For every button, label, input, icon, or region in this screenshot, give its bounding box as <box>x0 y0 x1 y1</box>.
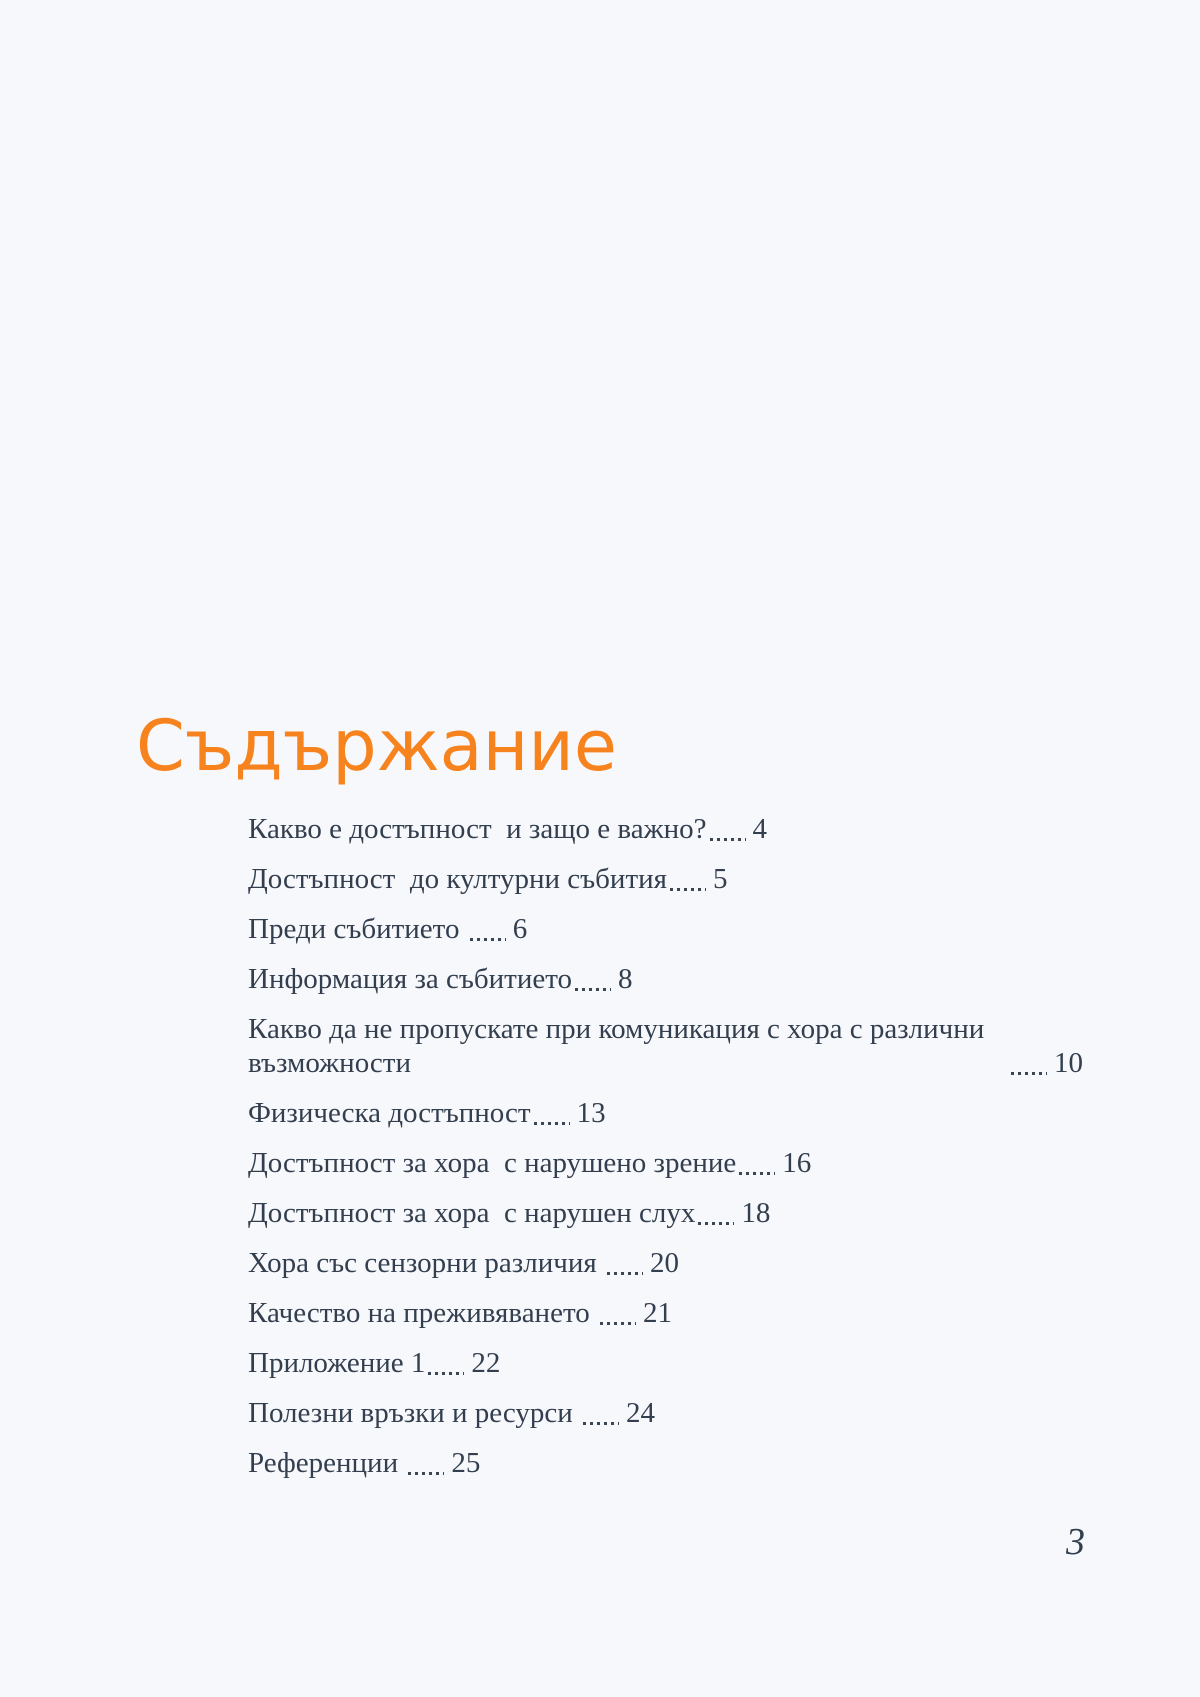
toc-entry <box>248 1246 1085 1280</box>
toc-entry <box>248 1096 1085 1130</box>
toc-entry-page-number: 21 <box>643 1297 672 1329</box>
toc-entry <box>248 1012 1085 1080</box>
toc-entry-page-number: 18 <box>741 1197 771 1229</box>
toc-entry-page-number: 22 <box>471 1347 501 1379</box>
toc-entry-page-number: 25 <box>451 1447 481 1479</box>
toc-entry-page-number: 16 <box>782 1147 812 1179</box>
dotted-leader <box>470 938 506 941</box>
dotted-leader <box>739 1172 775 1175</box>
toc-entry-page-number: 20 <box>649 1247 679 1279</box>
table-of-contents <box>248 812 1085 1496</box>
toc-entry-label: Приложение 1 <box>248 1347 426 1379</box>
toc-entry <box>248 912 1085 946</box>
toc-entry <box>248 1396 1085 1430</box>
toc-entry <box>248 1196 1085 1230</box>
toc-entry-label: Достъпност до културни събития <box>248 863 667 895</box>
toc-entry <box>248 1296 1085 1330</box>
dotted-leader <box>408 1472 444 1475</box>
dotted-leader <box>534 1122 570 1125</box>
dotted-leader <box>607 1272 643 1275</box>
toc-entry-label: Достъпност за хора с нарушено зрение <box>248 1147 737 1179</box>
dotted-leader <box>600 1322 636 1325</box>
page-number: 3 <box>1066 1521 1085 1563</box>
toc-entry <box>248 1146 1085 1180</box>
toc-entry-page-number: 13 <box>576 1097 606 1129</box>
dotted-leader <box>710 838 746 841</box>
dotted-leader <box>575 988 611 991</box>
toc-entry-label: Физическа достъпност <box>248 1097 531 1129</box>
toc-entry <box>248 1346 1085 1380</box>
toc-entry-label: Преди събитието <box>248 913 467 945</box>
toc-entry-page-number: 6 <box>512 913 528 945</box>
dotted-leader <box>583 1422 619 1425</box>
toc-entry-page-number: 10 <box>1054 1047 1083 1079</box>
dotted-leader <box>428 1372 464 1375</box>
toc-entry-label: Какво да не пропускате при комуникация с хора с различни възможности <box>248 1013 992 1079</box>
toc-entry-page-number: 4 <box>752 813 768 845</box>
toc-entry-label: Полезни връзки и ресурси <box>248 1397 580 1429</box>
toc-entry-page-number: 5 <box>713 863 728 895</box>
dotted-leader <box>1011 1072 1047 1075</box>
toc-entry <box>248 1446 1085 1480</box>
toc-entry-label: Референции <box>248 1447 406 1479</box>
toc-entry-page-number: 8 <box>618 963 633 995</box>
toc-entry-page-number: 24 <box>626 1397 655 1429</box>
dotted-leader <box>698 1222 734 1225</box>
toc-entry <box>248 862 1085 896</box>
toc-entry-label: Хора със сензорни различия <box>248 1247 604 1279</box>
toc-entry <box>248 962 1085 996</box>
dotted-leader <box>670 888 706 891</box>
toc-entry-label: Информация за събитието <box>248 963 573 995</box>
toc-entry-label: Достъпност за хора с нарушен слух <box>248 1197 696 1229</box>
toc-entry <box>248 812 1085 846</box>
toc-entry-label: Качество на преживяването <box>248 1297 597 1329</box>
toc-entry-label: Какво е достъпност и защо е важно? <box>248 813 707 845</box>
page-title: Съдържание <box>136 705 617 787</box>
